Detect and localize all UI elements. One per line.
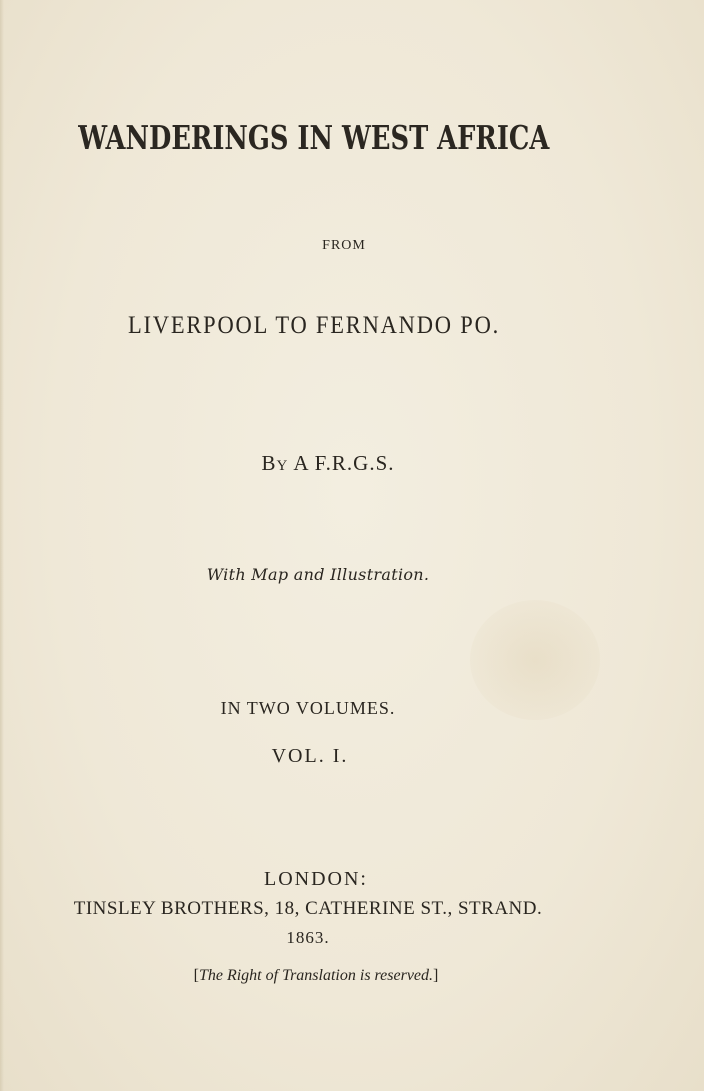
volume-number: VOL. I. bbox=[271, 745, 349, 767]
publisher-line: TINSLEY BROTHERS, 18, CATHERINE ST., STRAND. bbox=[73, 898, 543, 919]
book-title: WANDERINGS IN WEST AFRICA bbox=[78, 118, 550, 157]
author-by: By bbox=[261, 451, 289, 475]
author-name: A F.R.G.S. bbox=[293, 451, 395, 475]
illustration-note: With Map and Illustration. bbox=[206, 565, 430, 584]
publication-year: 1863. bbox=[286, 928, 330, 947]
rights-notice bbox=[0, 967, 668, 985]
rights-open-bracket: [ bbox=[193, 967, 199, 984]
rights-close-bracket: ] bbox=[433, 967, 439, 984]
rights-text: The Right of Translation is reserved. bbox=[198, 967, 434, 984]
volumes-note: IN TWO VOLUMES. bbox=[220, 698, 396, 718]
from-label: FROM bbox=[322, 238, 366, 253]
author-line bbox=[0, 451, 680, 476]
route-subtitle: LIVERPOOL TO FERNANDO PO. bbox=[127, 312, 501, 339]
publication-place: LONDON: bbox=[264, 868, 368, 890]
